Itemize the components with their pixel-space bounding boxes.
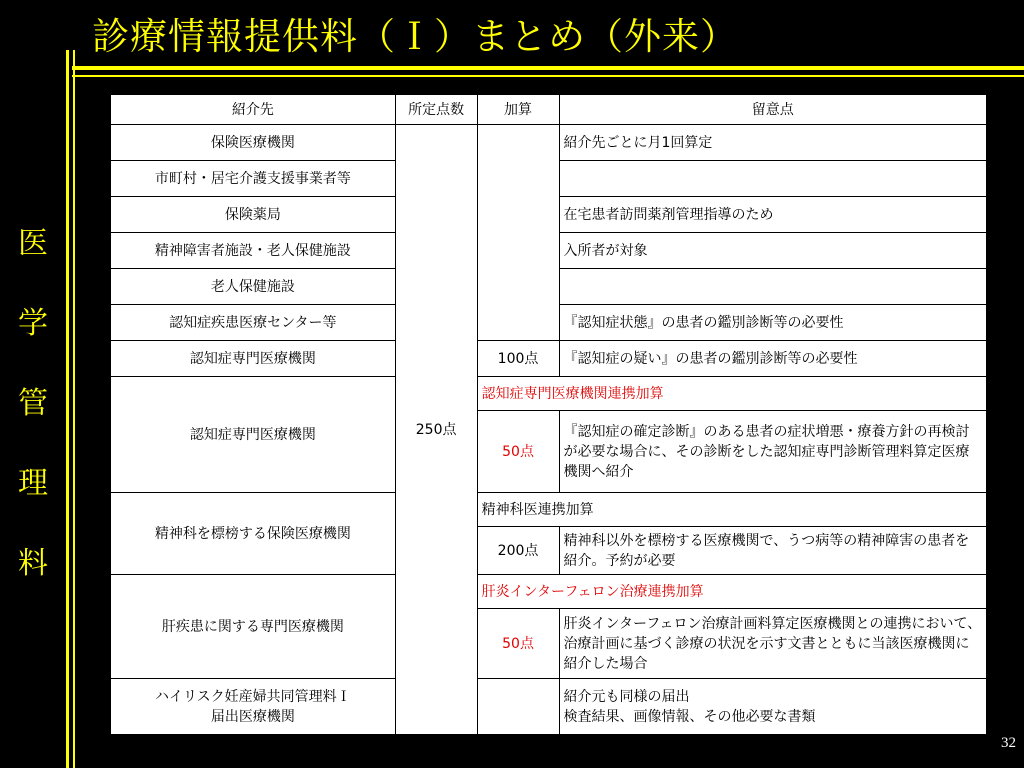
destination-cell: 認知症専門医療機関	[111, 341, 396, 377]
table-row	[111, 575, 987, 609]
title-underline-thin	[72, 75, 1024, 77]
destination-cell: 肝疾患に関する専門医療機関	[111, 575, 396, 679]
note-cell: 『認知症の確定診断』のある患者の症状増悪・療養方針の再検討が必要な場合に、その診断をした認知症専門診断管理料算定医療機関へ紹介	[559, 411, 987, 493]
addition-title-cell: 肝炎インターフェロン治療連携加算	[477, 575, 986, 609]
destination-cell: 精神障害者施設・老人保健施設	[111, 233, 396, 269]
side-label-char: 医	[18, 226, 48, 261]
destination-cell: 市町村・居宅介護支援事業者等	[111, 161, 396, 197]
table-header-row	[111, 95, 987, 125]
empty-addition-cell	[477, 679, 559, 735]
header-destination: 紹介先	[111, 95, 396, 125]
destination-cell: 保険医療機関	[111, 125, 396, 161]
side-label-char: 理	[18, 466, 48, 501]
table-row	[111, 679, 987, 735]
summary-table	[110, 94, 987, 735]
note-cell: 紹介先ごとに月1回算定	[559, 125, 987, 161]
note-cell	[559, 161, 987, 197]
side-rule-thick	[66, 50, 69, 768]
addition-points-cell: 200点	[477, 527, 559, 575]
addition-title-cell: 精神科医連携加算	[477, 493, 986, 527]
note-cell: 在宅患者訪問薬剤管理指導のため	[559, 197, 987, 233]
destination-cell: 保険薬局	[111, 197, 396, 233]
side-label-char: 学	[18, 306, 48, 341]
side-rule-thin	[73, 50, 75, 768]
page-number: 32	[1001, 735, 1016, 751]
destination-line: 届出医療機関	[210, 708, 295, 725]
addition-points-cell: 50点	[477, 609, 559, 679]
side-label-char: 管	[18, 386, 48, 421]
note-cell: 『認知症状態』の患者の鑑別診断等の必要性	[559, 305, 987, 341]
destination-cell	[111, 679, 396, 735]
addition-points-cell: 100点	[477, 341, 559, 377]
destination-cell: 認知症疾患医療センター等	[111, 305, 396, 341]
title-underline-thick	[72, 66, 1024, 70]
empty-addition-cell	[477, 125, 559, 341]
destination-cell: 認知症専門医療機関	[111, 377, 396, 493]
table-row	[111, 341, 987, 377]
side-label-char: 料	[18, 546, 48, 581]
note-cell: 入所者が対象	[559, 233, 987, 269]
slide-title: 診療情報提供料（Ｉ）まとめ（外来）	[92, 15, 738, 58]
destination-line: ハイリスク妊産婦共同管理料Ｉ	[154, 688, 351, 705]
note-line: 紹介元も同様の届出	[563, 688, 690, 705]
note-cell	[559, 679, 987, 735]
note-cell: 『認知症の疑い』の患者の鑑別診断等の必要性	[559, 341, 987, 377]
header-base-points: 所定点数	[395, 95, 477, 125]
destination-cell: 老人保健施設	[111, 269, 396, 305]
addition-points-cell: 50点	[477, 411, 559, 493]
table-row	[111, 125, 987, 161]
destination-cell: 精神科を標榜する保険医療機関	[111, 493, 396, 575]
addition-title-cell: 認知症専門医療機関連携加算	[477, 377, 986, 411]
base-points-cell: 250点	[395, 125, 477, 735]
note-cell: 肝炎インターフェロン治療計画料算定医療機関との連携において、治療計画に基づく診療の状況を示す文書とともに当該医療機関に紹介した場合	[559, 609, 987, 679]
note-line: 検査結果、画像情報、その他必要な書類	[563, 708, 816, 725]
header-notes: 留意点	[559, 95, 987, 125]
table-row	[111, 377, 987, 411]
header-addition: 加算	[477, 95, 559, 125]
note-cell	[559, 269, 987, 305]
table-row	[111, 493, 987, 527]
note-cell: 精神科以外を標榜する医療機関で、うつ病等の精神障害の患者を紹介。予約が必要	[559, 527, 987, 575]
